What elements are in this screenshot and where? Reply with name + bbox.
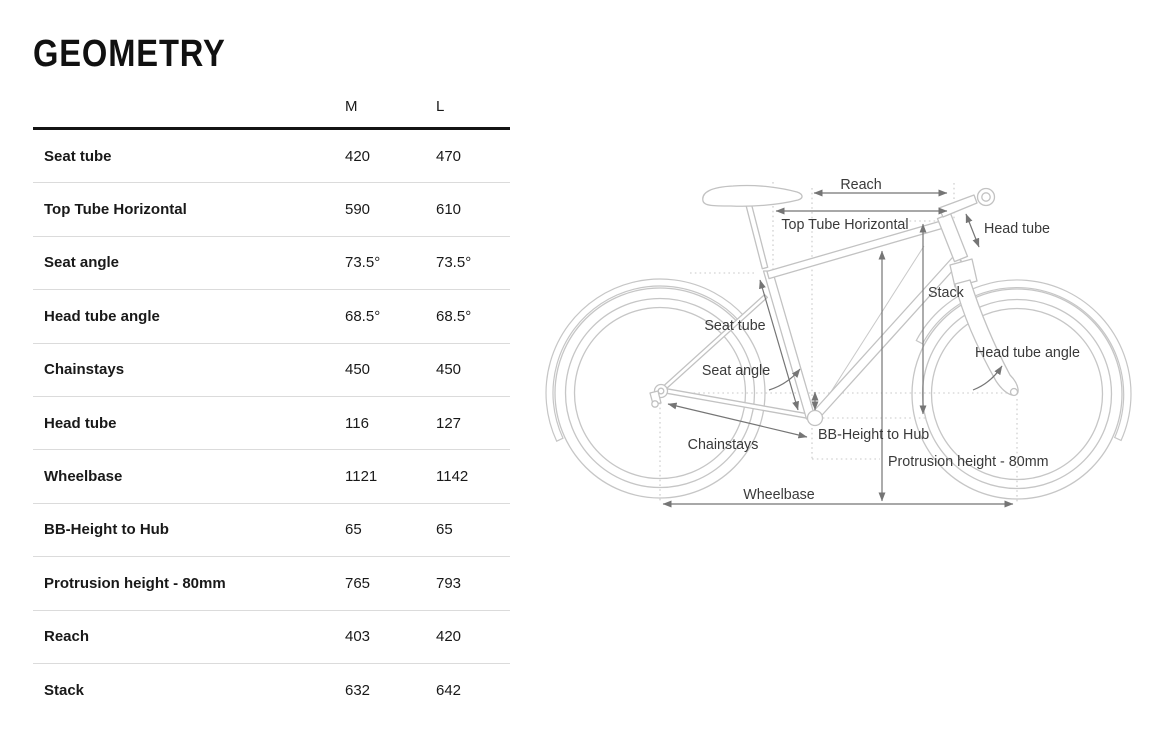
row-label: BB-Height to Hub <box>44 521 169 539</box>
row-value-m: 632 <box>345 682 371 700</box>
protrusion-height-label: Protrusion height - 80mm <box>888 454 1049 470</box>
row-value-m: 765 <box>345 574 371 592</box>
seat-post <box>744 197 767 268</box>
row-value-m: 403 <box>345 628 371 646</box>
row-value-m: 116 <box>345 414 369 432</box>
front-dropout <box>1011 389 1018 396</box>
stack-label: Stack <box>928 285 964 301</box>
row-value-l: 73.5° <box>436 254 472 272</box>
row-value-l: 1142 <box>436 468 469 486</box>
bottom-bracket <box>808 411 823 426</box>
size-column-header-m: M <box>345 98 358 115</box>
cable <box>820 246 924 409</box>
row-label: Stack <box>44 682 85 700</box>
size-column-header-l: L <box>436 98 445 115</box>
row-value-m: 68.5° <box>345 307 381 325</box>
row-value-m: 420 <box>345 147 371 165</box>
row-value-l: 420 <box>436 628 462 646</box>
row-value-m: 590 <box>345 201 371 219</box>
seat-tube <box>764 271 816 419</box>
row-value-m: 65 <box>345 521 362 539</box>
reach-label: Reach <box>840 177 882 193</box>
row-label: Chainstays <box>44 361 125 379</box>
row-value-l: 793 <box>436 574 462 592</box>
row-value-m: 73.5° <box>345 254 381 272</box>
row-label: Reach <box>44 628 90 646</box>
top-tube-horizontal-label: Top Tube Horizontal <box>781 217 909 233</box>
page-title: GEOMETRY <box>33 33 226 75</box>
rear-derailleur-pulley <box>652 401 658 407</box>
row-value-m: 450 <box>345 361 371 379</box>
row-value-l: 642 <box>436 682 462 700</box>
row-label: Head tube <box>44 414 117 432</box>
head-tube-label: Head tube <box>984 221 1050 237</box>
row-value-l: 610 <box>436 201 462 219</box>
row-label: Top Tube Horizontal <box>44 201 187 219</box>
row-value-l: 127 <box>436 414 462 432</box>
row-label: Wheelbase <box>44 468 123 486</box>
head-tube-shape <box>938 213 968 261</box>
chainstays-arrow <box>668 404 807 437</box>
wheelbase-label: Wheelbase <box>743 487 815 503</box>
row-value-l: 450 <box>436 361 462 379</box>
row-label: Head tube angle <box>44 307 160 325</box>
row-label: Seat tube <box>44 147 112 165</box>
seat-tube-label: Seat tube <box>704 318 766 334</box>
row-value-m: 1121 <box>345 468 378 486</box>
saddle <box>703 185 802 206</box>
row-label: Seat angle <box>44 254 120 272</box>
head-tube-angle-label: Head tube angle <box>975 345 1080 361</box>
row-value-l: 470 <box>436 147 462 165</box>
seat-angle-label: Seat angle <box>701 363 771 379</box>
row-value-l: 68.5° <box>436 307 472 325</box>
head-tube-arrow <box>966 214 979 247</box>
row-value-l: 65 <box>436 521 453 539</box>
handlebar-grip-inner <box>982 193 990 201</box>
fork-leg <box>955 280 1018 395</box>
chainstays-label: Chainstays <box>687 437 759 453</box>
stem <box>939 195 977 217</box>
row-label: Protrusion height - 80mm <box>44 574 226 592</box>
bb-height-to-hub-label: BB-Height to Hub <box>818 427 930 443</box>
